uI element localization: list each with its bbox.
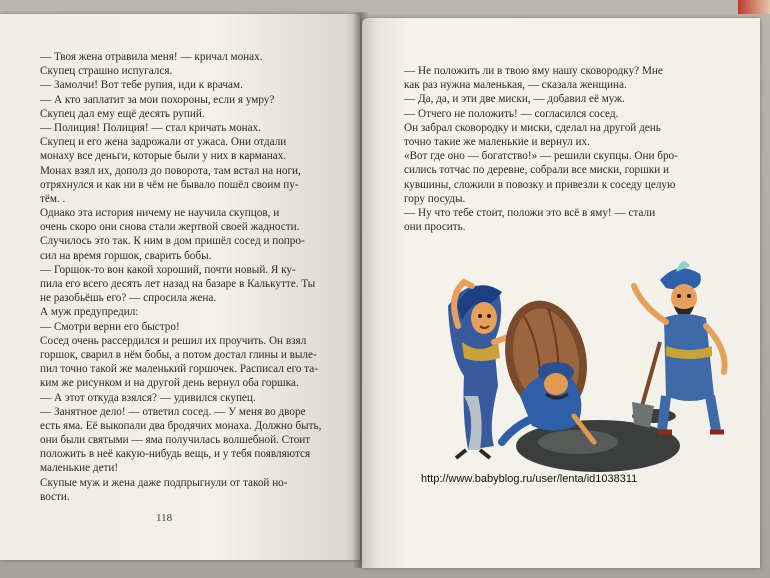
text-line: — Полиция! Полиция! — стал кричать монах.	[40, 121, 262, 134]
text-line: — А этот откуда взялся? — удивился скупец.	[40, 391, 256, 404]
text-line: Скупец и его жена задрожали от ужаса. Они отдали	[40, 136, 287, 149]
text-line: сил на время горшок, сварить бобы.	[40, 249, 212, 262]
text-line: гору посуды.	[404, 192, 466, 205]
text-line: монаху все деньги, которые были у них в карманах.	[40, 150, 287, 163]
text-line: Скупец страшно испугался.	[40, 65, 173, 78]
text-line: пил точно такой же маленький горшочек. Расписал его та-	[40, 363, 318, 376]
text-line: Однако эта история ничему не научила скупцов, и	[40, 207, 280, 220]
right-page-text	[404, 64, 734, 234]
text-line: А муж предупредил:	[40, 306, 139, 319]
text-line: они были святыми — яма получилась волшебной. Стоит	[40, 434, 311, 447]
text-line: — Не положить ли в твою яму нашу сковородку? Мне	[404, 65, 663, 77]
text-line: точно такие же маленькие и вернул их.	[404, 135, 590, 148]
text-line: сились тотчас по деревне, собрали все миски, горшки и	[404, 164, 669, 177]
page-number: 118	[156, 512, 173, 524]
text-line: ким же рисунком и на другой день вернул оба горшка.	[40, 377, 299, 390]
text-line: — А кто заплатит за мои похороны, если я умру?	[40, 93, 275, 106]
text-line: Он забрал сковородку и миски, сделал на другой день	[404, 121, 661, 134]
text-line: они просить.	[404, 221, 466, 234]
text-line: — Отчего не положить! — согласился сосед.	[404, 107, 619, 120]
left-page-text	[40, 50, 340, 504]
text-line: как раз нужна маленькая, — сказала женщина.	[404, 79, 627, 92]
right-page	[362, 18, 760, 568]
text-line: положить в неё какую-нибудь вещь, и у тебя появляются	[40, 448, 311, 461]
text-line: Сосед очень рассердился и решил их проучить. Он взял	[40, 334, 307, 347]
left-page	[0, 14, 360, 560]
text-line: очень скоро они снова стали жертвой своей жадности.	[40, 221, 300, 234]
text-line: вости.	[40, 490, 70, 503]
watermark-url: http://www.babyblog.ru/user/lenta/id1038311	[421, 473, 638, 485]
text-line: — Замолчи! Вот тебе рупия, иди к врачам.	[40, 79, 243, 92]
text-line: — Да, да, и эти две миски, — добавил её муж.	[404, 93, 625, 106]
text-line: — Твоя жена отравила меня! — кричал монах.	[40, 51, 263, 63]
text-line: — Горшок-то вон какой хороший, почти новый. Я ку-	[40, 263, 296, 276]
text-line: Скупец дал ему ещё десять рупий.	[40, 107, 205, 120]
text-line: — Занятное дело! — ответил сосед. — У меня во дворе	[40, 405, 306, 418]
text-line: — Смотри верни его быстро!	[40, 320, 180, 333]
text-line: отряхнулся и как ни в чём не бывало пошёл своим пу-	[40, 178, 299, 191]
text-line: маленькие дети!	[40, 462, 119, 475]
text-line: есть яма. Её выкопали два бродячих монаха. Должно быть,	[40, 419, 322, 432]
text-line: горшок, сварил в нём бобы, а потом достал глины и выле-	[40, 348, 317, 361]
text-line: кувшины, сложили в повозку и привезли к соседу целую	[404, 178, 676, 191]
text-line: Скупые муж и жена даже подпрыгнули от такой но-	[40, 476, 288, 489]
text-line: пила его всего десять лет назад на базаре в Калькутте. Ты	[40, 278, 316, 290]
text-line: Случилось это так. К ним в дом пришёл сосед и попро-	[40, 235, 305, 248]
text-line: «Вот где оно — богатство!» — решили скупцы. Они бро-	[404, 150, 678, 163]
story-illustration	[428, 246, 748, 486]
text-line: не разобьёшь его? — спросила жена.	[40, 292, 217, 305]
text-line: — Ну что тебе стоит, положи это всё в яму! — стали	[404, 206, 656, 219]
text-line: Монах взял их, дополз до поворота, там встал на ноги,	[40, 164, 301, 177]
bookmark-ribbon	[738, 0, 770, 14]
text-line: тём. .	[40, 192, 66, 205]
